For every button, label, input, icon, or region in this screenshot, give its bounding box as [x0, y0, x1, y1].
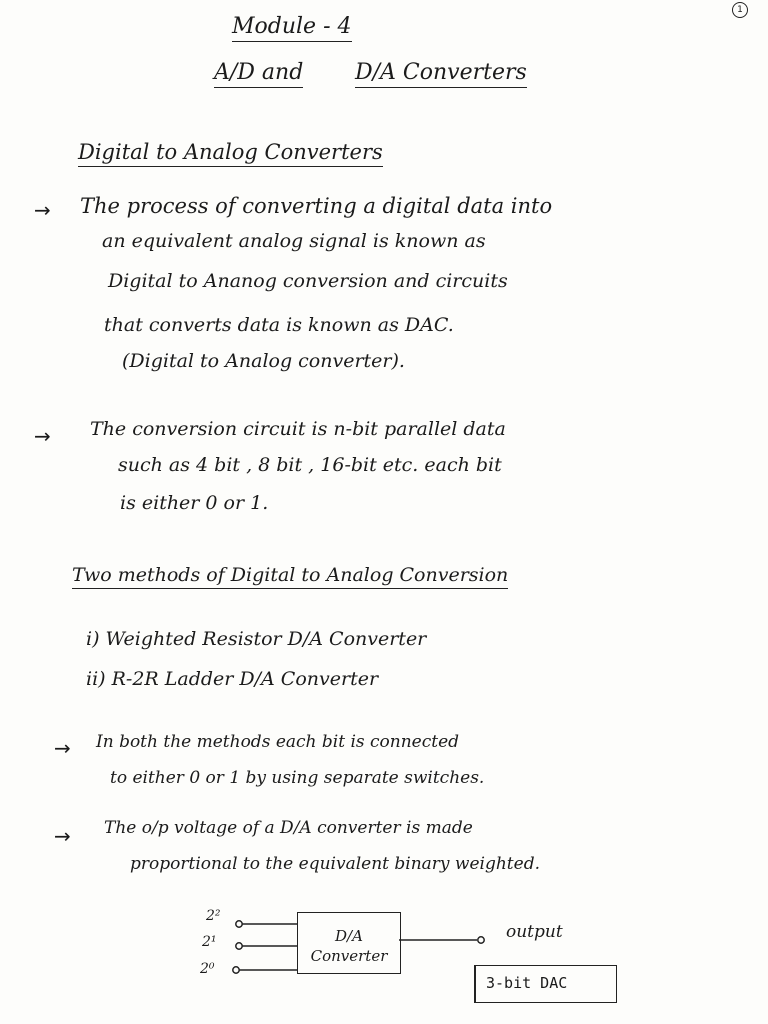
module-title: Module - 4	[232, 14, 352, 42]
dac-block-line2: Converter	[310, 947, 388, 965]
caption-box	[474, 965, 617, 1003]
para1-line1: The process of converting a digital data into	[80, 194, 553, 218]
subtitle-left: A/D and	[214, 60, 303, 88]
section2-heading: Two methods of Digital to Analog Conversion	[72, 564, 508, 589]
caption-text: 3-bit DAC	[486, 974, 568, 992]
bullet-arrow: →	[34, 198, 51, 222]
para1-line2: an equivalent analog signal is known as	[102, 230, 486, 252]
note1-line2: to either 0 or 1 by using separate switches.	[110, 768, 485, 788]
subtitle-right: D/A Converters	[355, 60, 527, 88]
bullet-arrow: →	[54, 824, 71, 848]
para1-line4: that converts data is known as DAC.	[104, 314, 454, 336]
note2-line2: proportional to the equivalent binary weighted.	[130, 854, 540, 874]
para1-line3: Digital to Ananog conversion and circuits	[108, 270, 508, 292]
para2-line1: The conversion circuit is n-bit parallel data	[90, 418, 506, 440]
note1-line1: In both the methods each bit is connected	[96, 732, 460, 752]
para2-line3: is either 0 or 1.	[120, 492, 269, 514]
method-2: ii) R-2R Ladder D/A Converter	[86, 668, 379, 690]
para2-line2: such as 4 bit , 8 bit , 16-bit etc. each bit	[118, 454, 502, 476]
output-label: output	[506, 922, 563, 942]
dac-block	[297, 912, 401, 974]
method-1: i) Weighted Resistor D/A Converter	[86, 628, 427, 650]
input-2-2: 2²	[206, 908, 221, 924]
section1-heading: Digital to Analog Converters	[78, 140, 383, 167]
bullet-arrow: →	[34, 424, 51, 448]
page-number: 1	[732, 2, 748, 18]
note2-line1: The o/p voltage of a D/A converter is made	[104, 818, 473, 838]
dac-block-line1: D/A	[335, 927, 363, 945]
bullet-arrow: →	[54, 736, 71, 760]
input-2-1: 2¹	[202, 934, 217, 950]
para1-line5: (Digital to Analog converter).	[122, 350, 405, 372]
input-2-0: 2⁰	[200, 961, 215, 977]
